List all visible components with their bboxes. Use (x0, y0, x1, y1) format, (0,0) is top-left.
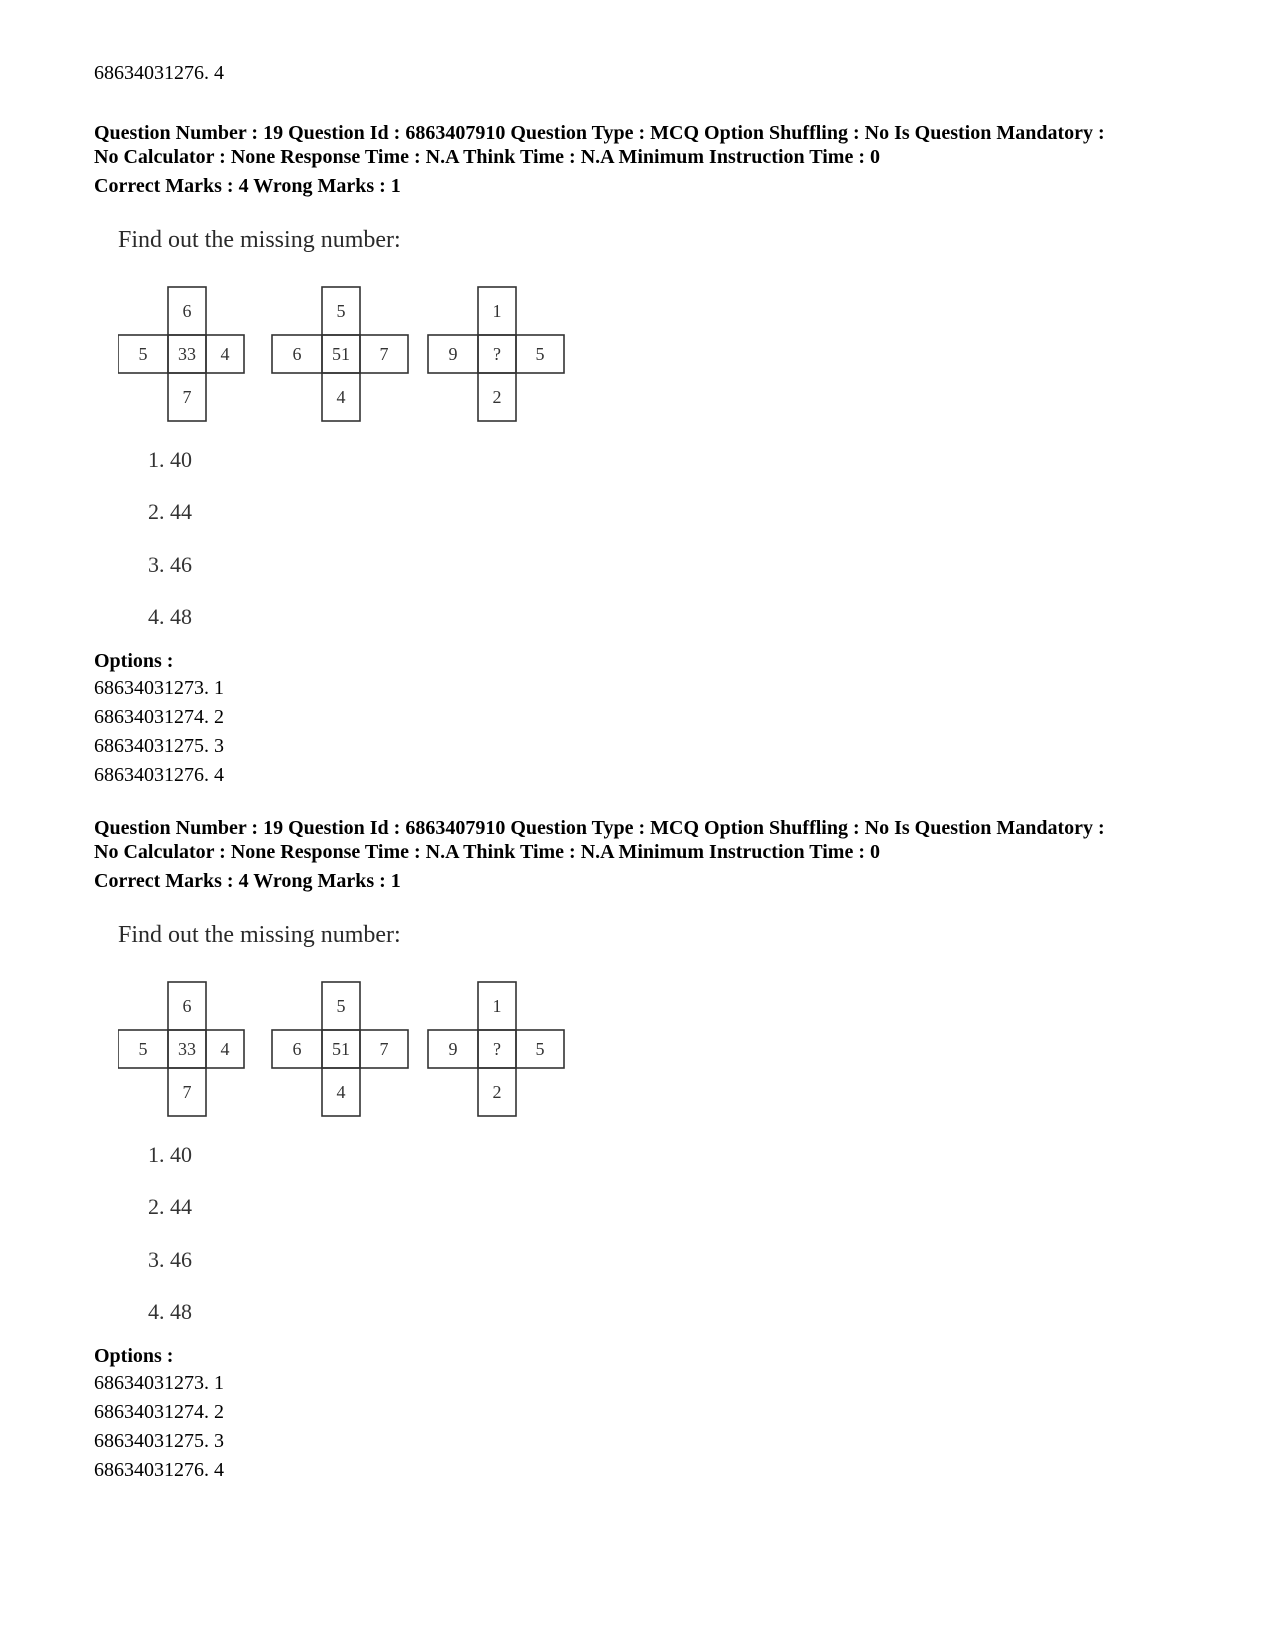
cell-right: 5 (535, 344, 545, 364)
question-block (94, 816, 1214, 1485)
cell-center: 33 (178, 1039, 196, 1059)
question-image (118, 207, 618, 642)
answer-choice: 2. 44 (148, 1194, 192, 1219)
cross-figures (118, 972, 588, 1122)
cross-figure-2 (272, 287, 408, 421)
cell-bottom: 4 (336, 387, 346, 407)
cell-bottom: 7 (182, 387, 192, 407)
cell-center: ? (493, 344, 501, 364)
option-id-row: 68634031276. 4 (94, 1459, 224, 1481)
question-marks: Correct Marks : 4 Wrong Marks : 1 (94, 870, 401, 892)
cell-bottom: 7 (182, 1082, 192, 1102)
cell-left: 5 (138, 344, 148, 364)
options-heading: Options : (94, 650, 174, 672)
question-marks: Correct Marks : 4 Wrong Marks : 1 (94, 175, 401, 197)
cell-center: 33 (178, 344, 196, 364)
cell-bottom: 2 (492, 387, 502, 407)
cell-top: 6 (182, 301, 192, 321)
option-id-row: 68634031273. 1 (94, 677, 224, 699)
question-meta-line-1: Question Number : 19 Question Id : 6863407910 Question Type : MCQ Option Shuffling : No Is Question Mandatory : (94, 122, 1105, 144)
cross-figure-2 (272, 982, 408, 1116)
answer-choice: 3. 46 (148, 552, 192, 577)
answer-choice: 2. 44 (148, 499, 192, 524)
cell-center: 51 (332, 344, 350, 364)
option-id-row: 68634031275. 3 (94, 1430, 224, 1452)
cross-figure-1 (118, 982, 244, 1116)
cell-right: 7 (379, 1039, 389, 1059)
cell-top: 1 (492, 301, 502, 321)
answer-choice: 3. 46 (148, 1247, 192, 1272)
question-meta-line-2: No Calculator : None Response Time : N.A Think Time : N.A Minimum Instruction Time : 0 (94, 841, 880, 863)
cell-right: 4 (220, 1039, 230, 1059)
cell-left: 6 (292, 344, 302, 364)
cell-center: 51 (332, 1039, 350, 1059)
previous-option-line: 68634031276. 4 (94, 62, 224, 84)
cell-left: 6 (292, 1039, 302, 1059)
answer-choice: 4. 48 (148, 1299, 192, 1324)
cross-figures (118, 277, 588, 427)
option-id-row: 68634031275. 3 (94, 735, 224, 757)
cell-top: 5 (336, 996, 346, 1016)
question-prompt: Find out the missing number: (118, 922, 401, 948)
cell-right: 4 (220, 344, 230, 364)
cell-bottom: 2 (492, 1082, 502, 1102)
question-image (118, 902, 618, 1337)
question-block (94, 121, 1214, 790)
option-id-row: 68634031273. 1 (94, 1372, 224, 1394)
question-meta-line-2: No Calculator : None Response Time : N.A Think Time : N.A Minimum Instruction Time : 0 (94, 146, 880, 168)
answer-choice: 4. 48 (148, 604, 192, 629)
option-id-row: 68634031276. 4 (94, 764, 224, 786)
answer-choice: 1. 40 (148, 1142, 192, 1167)
cell-top: 6 (182, 996, 192, 1016)
cell-bottom: 4 (336, 1082, 346, 1102)
question-meta-line-1: Question Number : 19 Question Id : 6863407910 Question Type : MCQ Option Shuffling : No Is Question Mandatory : (94, 817, 1105, 839)
cross-figure-3 (428, 287, 564, 421)
cell-left: 9 (448, 344, 458, 364)
cell-top: 1 (492, 996, 502, 1016)
cross-figure-1 (118, 287, 244, 421)
option-id-row: 68634031274. 2 (94, 1401, 224, 1423)
cell-top: 5 (336, 301, 346, 321)
question-prompt: Find out the missing number: (118, 227, 401, 253)
cell-right: 5 (535, 1039, 545, 1059)
answer-choice: 1. 40 (148, 447, 192, 472)
cell-left: 9 (448, 1039, 458, 1059)
cross-figure-3 (428, 982, 564, 1116)
cell-right: 7 (379, 344, 389, 364)
options-heading: Options : (94, 1345, 174, 1367)
cell-left: 5 (138, 1039, 148, 1059)
option-id-row: 68634031274. 2 (94, 706, 224, 728)
cell-center: ? (493, 1039, 501, 1059)
